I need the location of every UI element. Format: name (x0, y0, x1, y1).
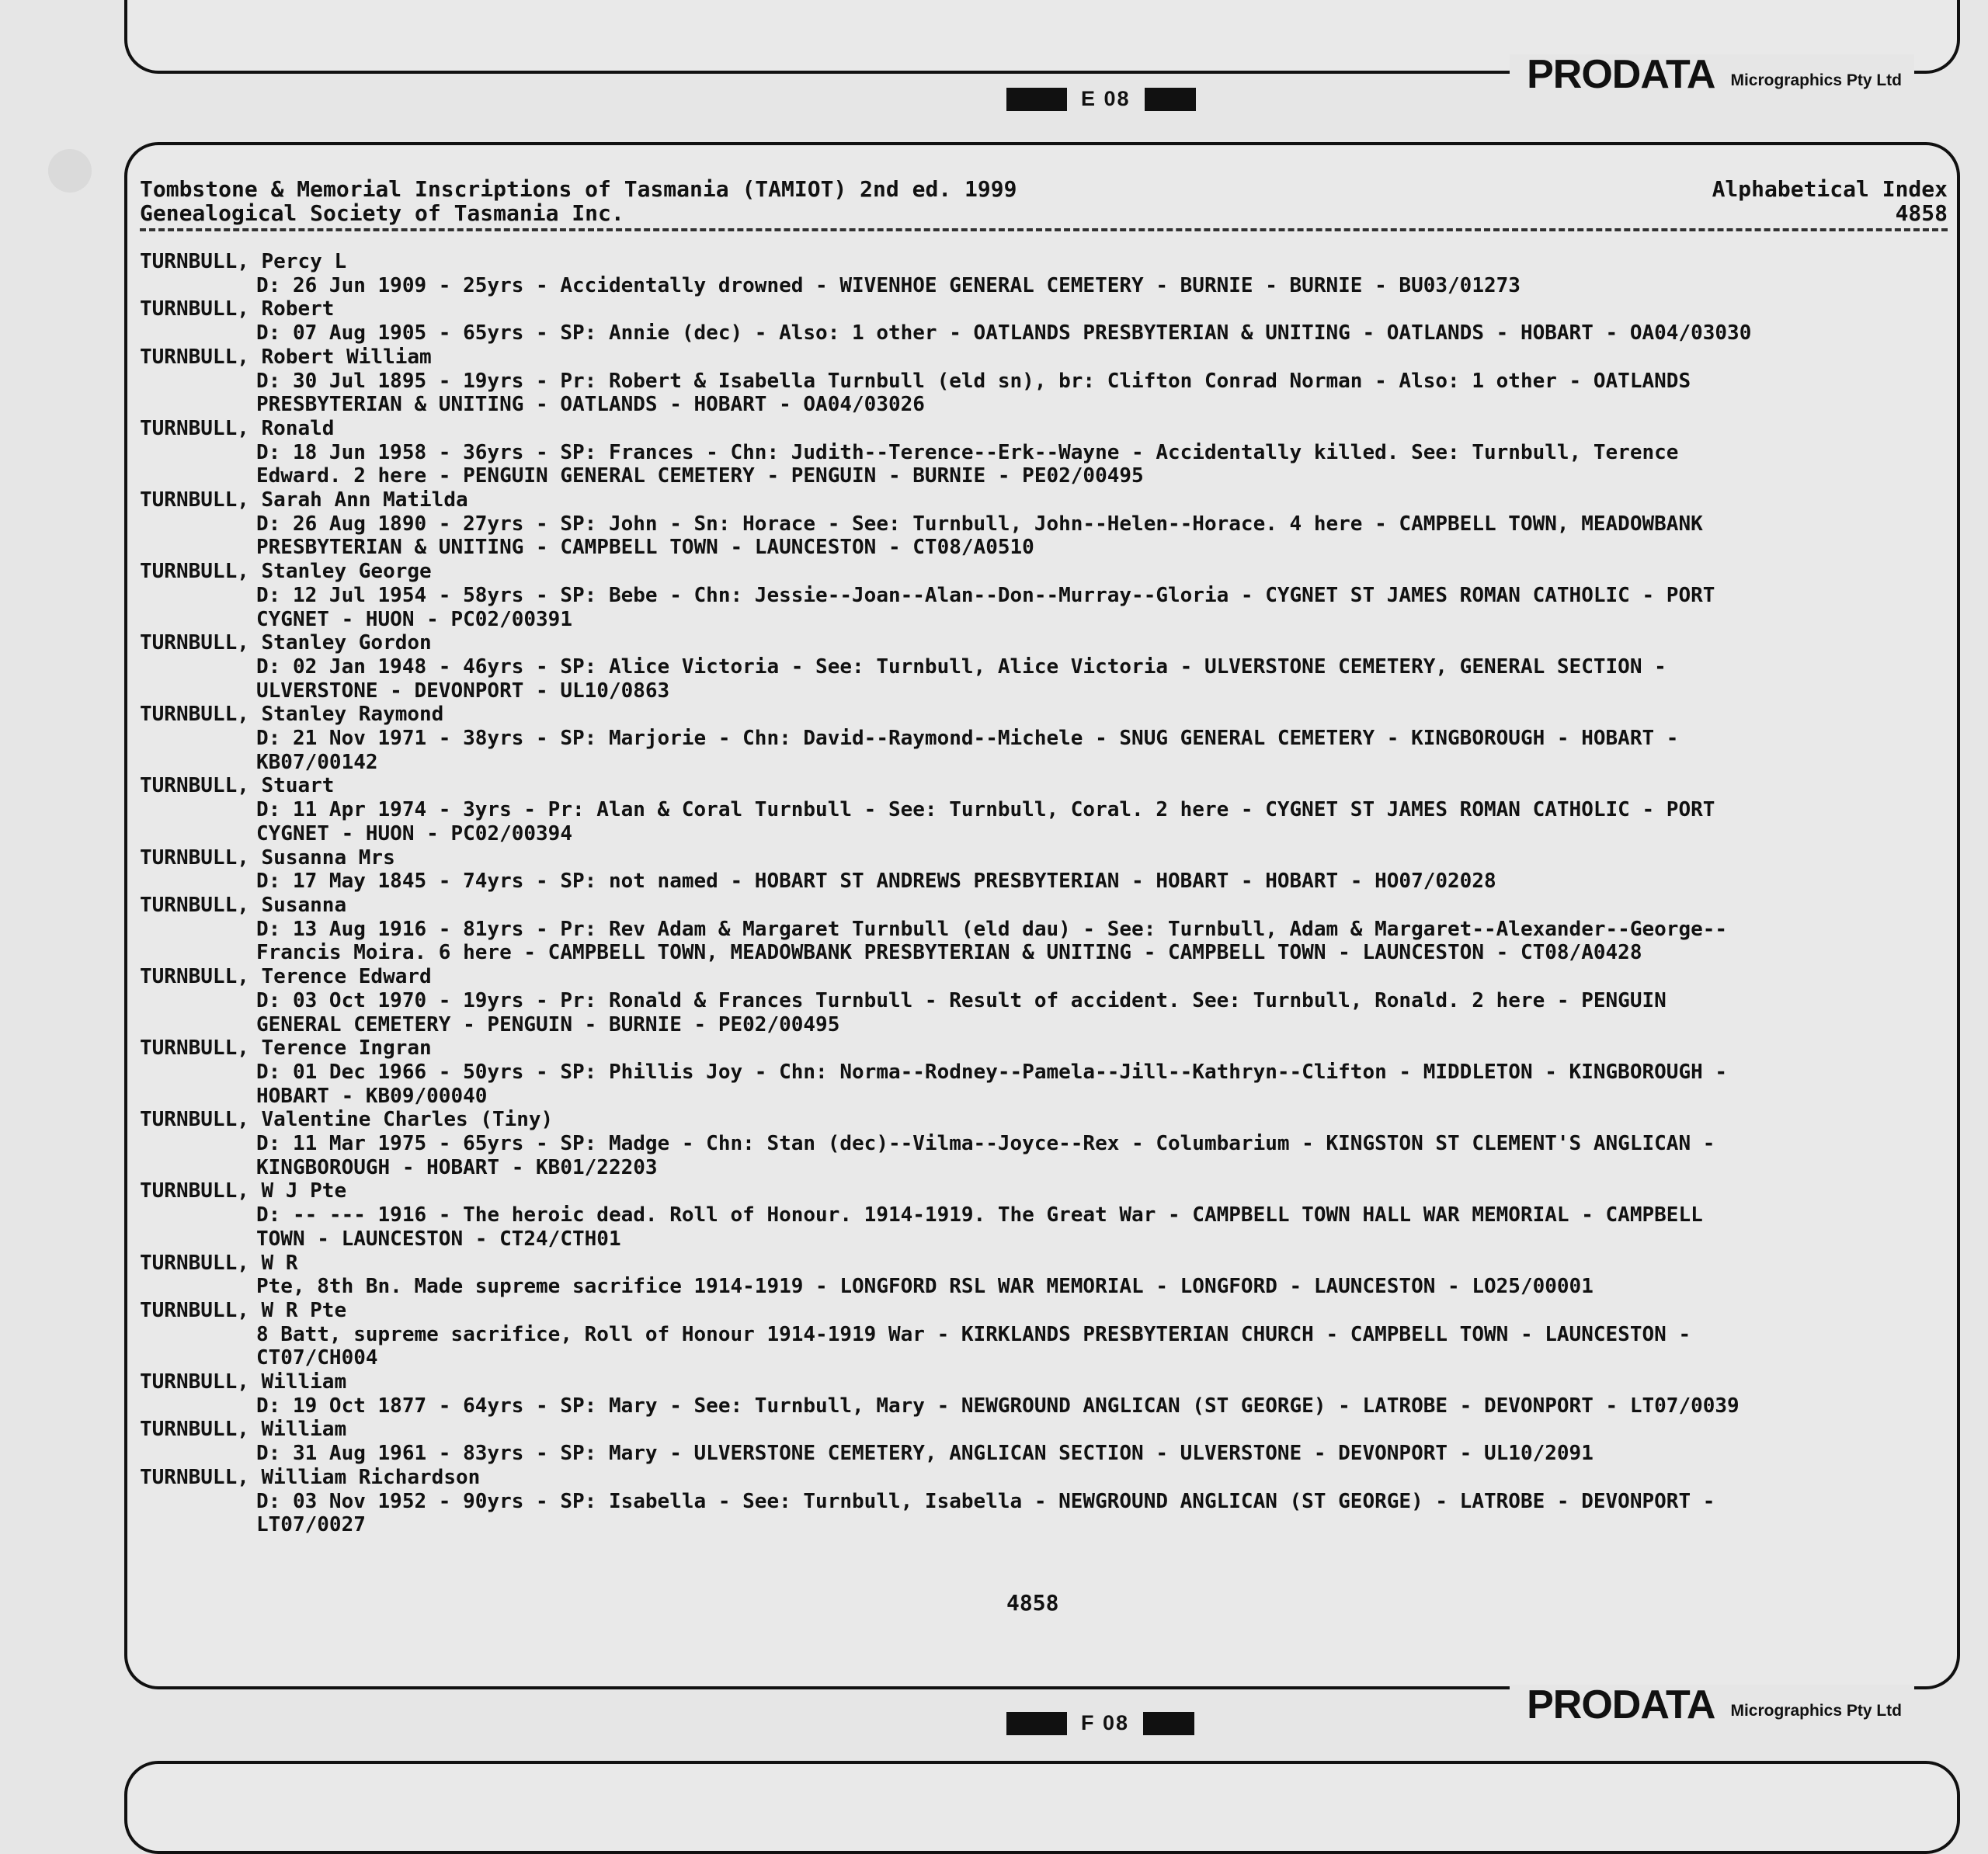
entry-name: TURNBULL, W R Pte (140, 1298, 347, 1322)
entry-detail-line: KB07/00142 (256, 750, 378, 774)
entry-detail-line: PRESBYTERIAN & UNITING - OATLANDS - HOBART - OA04/03026 (256, 393, 925, 417)
entry-name: TURNBULL, Terence Ingran (140, 1036, 432, 1061)
entry-detail-line: D: 11 Mar 1975 - 65yrs - SP: Madge - Chn: Stan (dec)--Vilma--Joyce--Rex - Columbarium - KINGSTON ST CLEMENT'S ANGLICAN - (256, 1132, 1715, 1156)
fiche-marker-bottom: F 08 (1006, 1711, 1194, 1735)
entry-name: TURNBULL, Susanna (140, 893, 347, 917)
entry-list (140, 250, 1957, 1537)
film-smudge (48, 149, 92, 193)
entry-name: TURNBULL, William Richardson (140, 1465, 481, 1489)
entry-name: TURNBULL, Susanna Mrs (140, 845, 395, 870)
index-entry (140, 488, 1957, 560)
index-entry (140, 1466, 1957, 1537)
entry-detail-line: D: 07 Aug 1905 - 65yrs - SP: Annie (dec) - Also: 1 other - OATLANDS PRESBYTERIAN & UNITING - OATLANDS - HOBART - OA04/03030 (256, 321, 1752, 345)
entry-name: TURNBULL, Sarah Ann Matilda (140, 488, 468, 512)
index-entry (140, 894, 1957, 965)
index-entry (140, 560, 1957, 631)
index-entry (140, 1252, 1957, 1299)
entry-detail-line: D: 19 Oct 1877 - 64yrs - SP: Mary - See: Turnbull, Mary - NEWGROUND ANGLICAN (ST GEORGE) - LATROBE - DEVONPORT - LT07/0039 (256, 1394, 1740, 1418)
entry-detail-line: ULVERSTONE - DEVONPORT - UL10/0863 (256, 679, 670, 703)
entry-name: TURNBULL, Stanley Gordon (140, 631, 432, 655)
entry-name: TURNBULL, Percy L (140, 250, 347, 273)
entry-detail-line: PRESBYTERIAN & UNITING - CAMPBELL TOWN - LAUNCESTON - CT08/A0510 (256, 536, 1034, 560)
index-entry (140, 345, 1957, 417)
dashed-divider (140, 228, 1948, 231)
entry-detail-line: GENERAL CEMETERY - PENGUIN - BURNIE - PE02/00495 (256, 1012, 840, 1036)
index-entry (140, 1108, 1957, 1179)
entry-detail-line: CT07/CH004 (256, 1346, 378, 1370)
entry-detail-line: D: 03 Oct 1970 - 19yrs - Pr: Ronald & Frances Turnbull - Result of accident. See: Turnbull, Ronald. 2 here - PENGUIN (256, 988, 1667, 1012)
entry-detail-line: TOWN - LAUNCESTON - CT24/CTH01 (256, 1227, 621, 1251)
entry-detail-line: Edward. 2 here - PENGUIN GENERAL CEMETERY - PENGUIN - BURNIE - PE02/00495 (256, 464, 1144, 488)
page-number: 4858 (1006, 1590, 1059, 1616)
entry-name: TURNBULL, Robert William (140, 345, 432, 369)
document-header (140, 177, 1948, 225)
index-entry (140, 965, 1957, 1036)
entry-detail-line: D: 21 Nov 1971 - 38yrs - SP: Marjorie - Chn: David--Raymond--Michele - SNUG GENERAL CEMETERY - KINGBOROUGH - HOBART - (256, 727, 1679, 751)
header-page-number: 4858 (1895, 200, 1948, 226)
society-name: Genealogical Society of Tasmania Inc. (140, 200, 624, 226)
prodata-logo-bottom: PRODATA Micrographics Pty Ltd (1510, 1685, 1914, 1725)
entry-detail-line: D: 26 Jun 1909 - 25yrs - Accidentally drowned - WIVENHOE GENERAL CEMETERY - BURNIE - BURNIE - BU03/01273 (256, 273, 1521, 297)
entry-name: TURNBULL, Ronald (140, 416, 335, 440)
entry-detail-line: D: 18 Jun 1958 - 36yrs - SP: Frances - Chn: Judith--Terence--Erk--Wayne - Accidentally killed. See: Turnbull, Terence (256, 440, 1679, 464)
next-frame-border (124, 1761, 1960, 1854)
prodata-logo-top: PRODATA Micrographics Pty Ltd (1510, 54, 1914, 95)
index-entry (140, 417, 1957, 488)
entry-detail-line: D: 12 Jul 1954 - 58yrs - SP: Bebe - Chn: Jessie--Joan--Alan--Don--Murray--Gloria - CYGNET ST JAMES ROMAN CATHOLIC - PORT (256, 583, 1715, 607)
entry-name: TURNBULL, Stuart (140, 774, 335, 798)
index-entry (140, 1299, 1957, 1370)
entry-name: TURNBULL, Stanley George (140, 560, 432, 584)
entry-detail-line: Pte, 8th Bn. Made supreme sacrifice 1914-1919 - LONGFORD RSL WAR MEMORIAL - LONGFORD - LAUNCESTON - LO25/00001 (256, 1275, 1594, 1299)
entry-detail-line: CYGNET - HUON - PC02/00391 (256, 607, 572, 631)
entry-detail-line: 8 Batt, supreme sacrifice, Roll of Honour 1914-1919 War - KIRKLANDS PRESBYTERIAN CHURCH - CAMPBELL TOWN - LAUNCESTON - (256, 1322, 1691, 1346)
entry-detail-line: D: 03 Nov 1952 - 90yrs - SP: Isabella - See: Turnbull, Isabella - NEWGROUND ANGLICAN (ST GEORGE) - LATROBE - DEVONPORT - (256, 1489, 1715, 1513)
entry-detail-line: D: 13 Aug 1916 - 81yrs - Pr: Rev Adam & Margaret Turnbull (eld dau) - See: Turnbull, Adam & Margaret--Alexander--George-- (256, 917, 1728, 941)
entry-detail-line: D: 30 Jul 1895 - 19yrs - Pr: Robert & Isabella Turnbull (eld sn), br: Clifton Conrad Norman - Also: 1 other - OATLANDS (256, 369, 1691, 393)
entry-name: TURNBULL, W R (140, 1251, 298, 1275)
entry-name: TURNBULL, W J Pte (140, 1179, 347, 1203)
entry-name: TURNBULL, Terence Edward (140, 965, 432, 989)
index-entry (140, 1036, 1957, 1108)
entry-detail-line: Francis Moira. 6 here - CAMPBELL TOWN, MEADOWBANK PRESBYTERIAN & UNITING - CAMPBELL TOWN - LAUNCESTON - CT08/A0428 (256, 941, 1642, 965)
entry-detail-line: D: -- --- 1916 - The heroic dead. Roll of Honour. 1914-1919. The Great War - CAMPBELL TOWN HALL WAR MEMORIAL - CAMPBELL (256, 1203, 1703, 1227)
fiche-marker-top: E 08 (1006, 87, 1196, 111)
index-entry (140, 774, 1957, 845)
index-label: Alphabetical Index (1712, 176, 1948, 202)
index-entry (140, 1418, 1957, 1465)
entry-detail-line: KINGBOROUGH - HOBART - KB01/22203 (256, 1155, 658, 1179)
index-entry (140, 846, 1957, 894)
entry-detail-line: HOBART - KB09/00040 (256, 1084, 488, 1108)
index-entry (140, 1370, 1957, 1418)
entry-detail-line: LT07/0027 (256, 1513, 366, 1537)
index-entry (140, 297, 1957, 345)
entry-name: TURNBULL, Robert (140, 297, 335, 321)
entry-name: TURNBULL, Valentine Charles (Tiny) (140, 1108, 554, 1132)
entry-detail-line: D: 11 Apr 1974 - 3yrs - Pr: Alan & Coral Turnbull - See: Turnbull, Coral. 2 here - CYGNET ST JAMES ROMAN CATHOLIC - PORT (256, 798, 1715, 822)
entry-name: TURNBULL, William (140, 1370, 347, 1394)
entry-detail-line: D: 31 Aug 1961 - 83yrs - SP: Mary - ULVERSTONE CEMETERY, ANGLICAN SECTION - ULVERSTONE - DEVONPORT - UL10/2091 (256, 1442, 1594, 1466)
entry-detail-line: D: 26 Aug 1890 - 27yrs - SP: John - Sn: Horace - See: Turnbull, John--Helen--Horace. 4 here - CAMPBELL TOWN, MEADOWBANK (256, 512, 1703, 536)
index-entry (140, 250, 1957, 297)
entry-detail-line: D: 02 Jan 1948 - 46yrs - SP: Alice Victoria - See: Turnbull, Alice Victoria - ULVERSTONE CEMETERY, GENERAL SECTION - (256, 654, 1667, 679)
entry-name: TURNBULL, Stanley Raymond (140, 703, 444, 727)
index-entry (140, 703, 1957, 774)
document-title: Tombstone & Memorial Inscriptions of Tasmania (TAMIOT) 2nd ed. 1999 (140, 176, 1017, 202)
entry-name: TURNBULL, William (140, 1418, 347, 1442)
entry-detail-line: D: 01 Dec 1966 - 50yrs - SP: Phillis Joy - Chn: Norma--Rodney--Pamela--Jill--Kathryn--Clifton - MIDDLETON - KINGBOROUGH - (256, 1060, 1728, 1084)
entry-detail-line: D: 17 May 1845 - 74yrs - SP: not named - HOBART ST ANDREWS PRESBYTERIAN - HOBART - HOBART - HO07/02028 (256, 870, 1496, 894)
index-entry (140, 1179, 1957, 1251)
entry-detail-line: CYGNET - HUON - PC02/00394 (256, 821, 572, 845)
index-entry (140, 631, 1957, 703)
